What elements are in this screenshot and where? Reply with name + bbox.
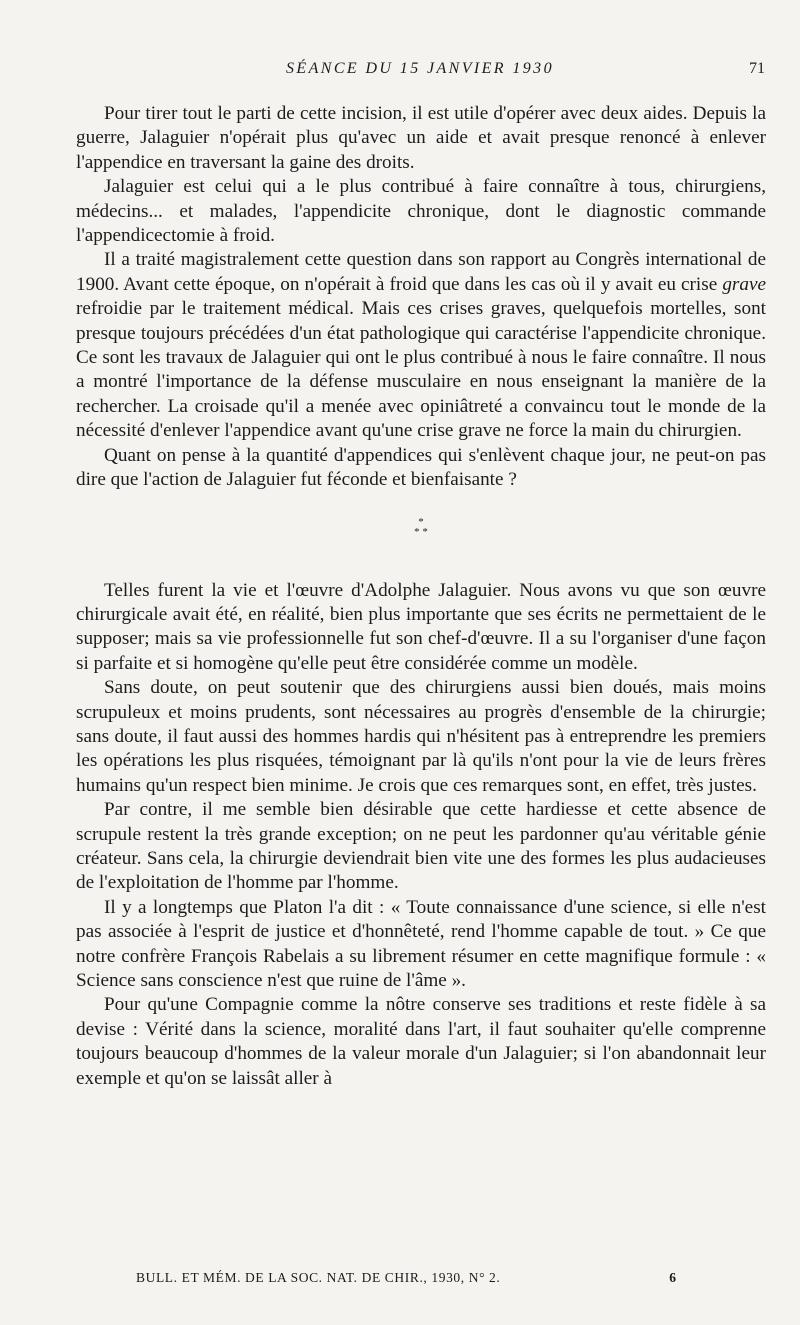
asterism-top: *	[418, 515, 424, 528]
paragraph-platon: Il y a longtemps que Platon l'a dit : « Toute connaissance d'une science, si elle n'est pas associée à l'esprit de justice et d'honnêteté, rend l'homme capable de tout. » Ce que notre confrère François Rabelais a su librement résumer en cette magnifique formule : « Science sans conscience n'est que ruine de l'âme ».	[76, 896, 766, 991]
italic-word: grave	[722, 273, 766, 295]
paragraph-incision: Pour tirer tout le parti de cette incision, il est utile d'opérer avec deux aides. Depuis la guerre, Jalaguier n'opérait plus qu'avec un aide et avait presque renoncé à enlever l'appendice en traversant la gaine des droits.	[76, 103, 766, 173]
paragraph-sans-doute: Sans doute, on peut soutenir que des chirurgiens aussi bien doués, mais moins scrupuleux et moins prudents, sont nécessaires au progrès d'ensemble de la chirurgie; sans doute, il faut aussi des hommes hardis qui n'hésitent pas à entreprendre les premiers les opérations les plus risquées, témoignant par là qu'ils n'ont pour la vie de leurs frères humains qu'un respect bien minime. Je crois que ces remarques sont, en effet, très justes.	[76, 677, 766, 796]
footer-citation: BULL. ET MÉM. DE LA SOC. NAT. DE CHIR., 1930, N° 2.	[136, 1270, 501, 1285]
paragraph-appendices: Quant on pense à la quantité d'appendices qui s'enlèvent chaque jour, ne peut-on pas dire que l'action de Jalaguier fut féconde et bienfaisante ?	[76, 444, 766, 491]
paragraph-vie-oeuvre: Telles furent la vie et l'œuvre d'Adolphe Jalaguier. Nous avons vu que son œuvre chirurgicale avait été, en réalité, bien plus importante que ses écrits ne permettaient de le supposer; mais sa vie professionnelle fut son chef-d'œuvre. Il a su l'organiser d'une façon si parfaite et si homogène qu'elle peut être considérée comme un modèle.	[76, 579, 766, 674]
asterism-bottom: * *	[414, 525, 428, 538]
page-footer	[136, 1270, 676, 1286]
paragraph-text-start: Il a traité magistralement cette question dans son rapport au Congrès international de 1900. Avant cette époque, on n'opérait à froid que dans les cas où il y avait eu crise	[76, 249, 766, 295]
paragraph-text-end: refroidie par le traitement médical. Mais ces crises graves, quelquefois mortelles, sont presque toujours précédées d'un état pathologique qui caractérise l'appendicite chronique. Ce sont les travaux de Jalaguier qui ont le plus contribué à nous le faire connaître. Il nous a montré l'importance de la défense musculaire en nous enseignant la manière de la rechercher. La croisade qu'il a menée avec opiniâtreté a convaincu tout le monde de la nécessité d'enlever l'appendice avant qu'une crise grave ne force la main du chirurgien.	[76, 298, 766, 442]
paragraph-compagnie: Pour qu'une Compagnie comme la nôtre conserve ses traditions et reste fidèle à sa devise : Vérité dans la science, moralité dans l'art, il faut souhaiter qu'elle comprenne toujours beaucoup d'hommes de la valeur morale d'un Jalaguier; si l'on abandonnait leur exemple et qu'on se laissât aller à	[76, 994, 766, 1089]
main-text	[76, 102, 766, 1091]
paragraph-congres-1900	[76, 248, 766, 443]
asterism-separator	[76, 493, 766, 547]
signature-mark: 6	[669, 1270, 676, 1285]
paragraph-appendicite-chronique: Jalaguier est celui qui a le plus contribué à faire connaître à tous, chirurgiens, médecins... et malades, l'appendicite chronique, dont le diagnostic commande l'appendicectomie à froid.	[76, 176, 766, 247]
page-number: 71	[749, 60, 765, 77]
paragraph-par-contre: Par contre, il me semble bien désirable que cette hardiesse et cette absence de scrupule restent la très grande exception; on ne peut les pardonner qu'au véritable génie créateur. Sans cela, la chirurgie deviendrait bien vite une des formes les plus audacieuses de l'exploitation de l'homme par l'homme.	[76, 799, 766, 894]
running-header	[75, 60, 765, 84]
running-title: SÉANCE DU 15 JANVIER 1930	[286, 60, 554, 77]
